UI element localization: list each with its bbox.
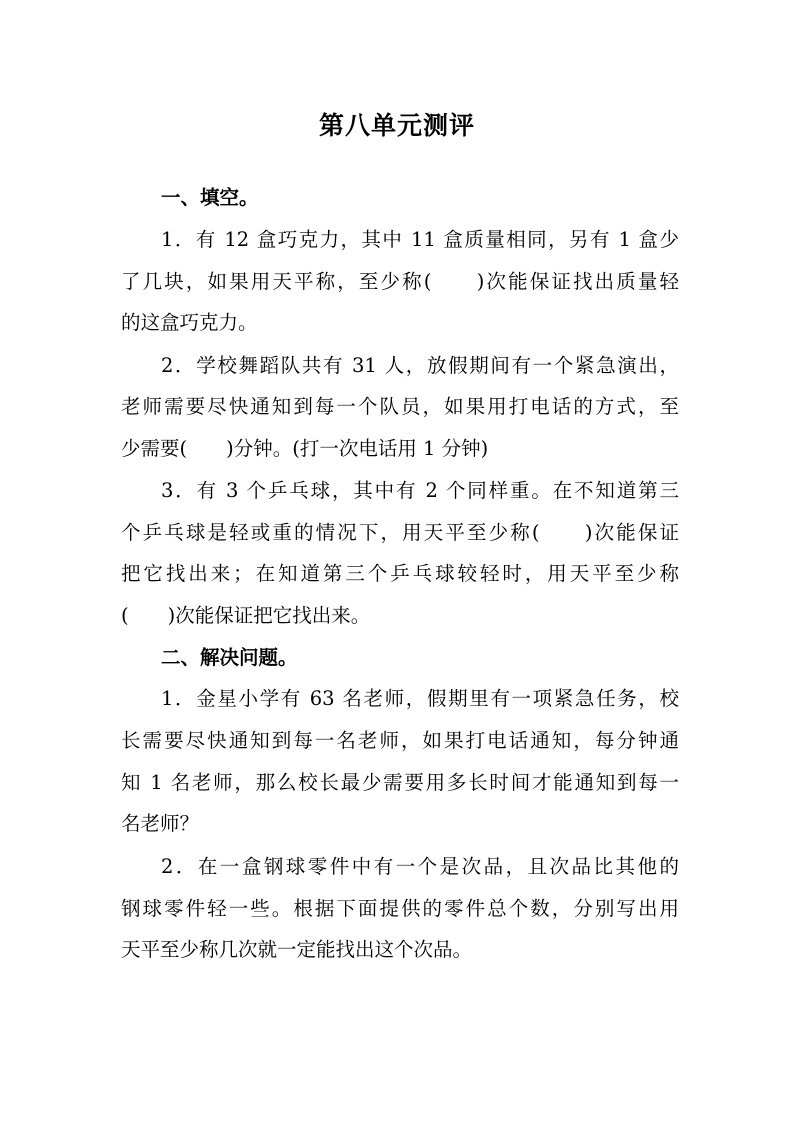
question-1-line-2: 了几块，如果用天平称，至少称( )次能保证找出质量轻 — [121, 270, 679, 293]
question-1-line-1: 1．有 12 盒巧克力，其中 11 盒质量相同，另有 1 盒少 — [161, 228, 679, 251]
question-1-line-3: 的这盒巧克力。 — [121, 311, 258, 334]
problem-2-line-1: 2．在一盒钢球零件中有一个是次品，且次品比其他的 — [161, 855, 679, 878]
problem-1-line-3: 知 1 名老师，那么校长最少需要用多长时间才能通知到每一 — [121, 771, 679, 794]
problem-1-line-4: 名老师？ — [121, 812, 200, 835]
question-3-line-3: 把它找出来；在知道第三个乒乓球较轻时，用天平至少称 — [121, 562, 679, 585]
question-2-line-1: 2．学校舞蹈队共有 31 人，放假期间有一个紧急演出， — [161, 354, 679, 377]
question-3-line-4: ( )次能保证把它找出来。 — [121, 604, 371, 627]
question-3-line-2: 个乒乓球是轻或重的情况下，用天平至少称( )次能保证 — [121, 521, 679, 544]
page-title: 第八单元测评 — [318, 111, 475, 140]
problem-2-line-3: 天平至少称几次就一定能找出这个次品。 — [121, 938, 473, 961]
problem-2-line-2: 钢球零件轻一些。根据下面提供的零件总个数，分别写出用 — [121, 897, 679, 920]
question-3-line-1: 3．有 3 个乒乓球，其中有 2 个同样重。在不知道第三 — [161, 479, 679, 502]
problem-1-line-1: 1．金星小学有 63 名老师，假期里有一项紧急任务，校 — [161, 687, 679, 710]
section-heading-fill-blank: 一、填空。 — [161, 186, 259, 209]
problem-1-line-2: 长需要尽快通知到每一名老师，如果打电话通知，每分钟通 — [121, 729, 679, 752]
question-2-line-3: 少需要( )分钟。(打一次电话用 1 分钟) — [121, 437, 489, 460]
section-heading-problem-solving: 二、解决问题。 — [161, 646, 298, 669]
question-2-line-2: 老师需要尽快通知到每一个队员，如果用打电话的方式，至 — [121, 395, 679, 418]
